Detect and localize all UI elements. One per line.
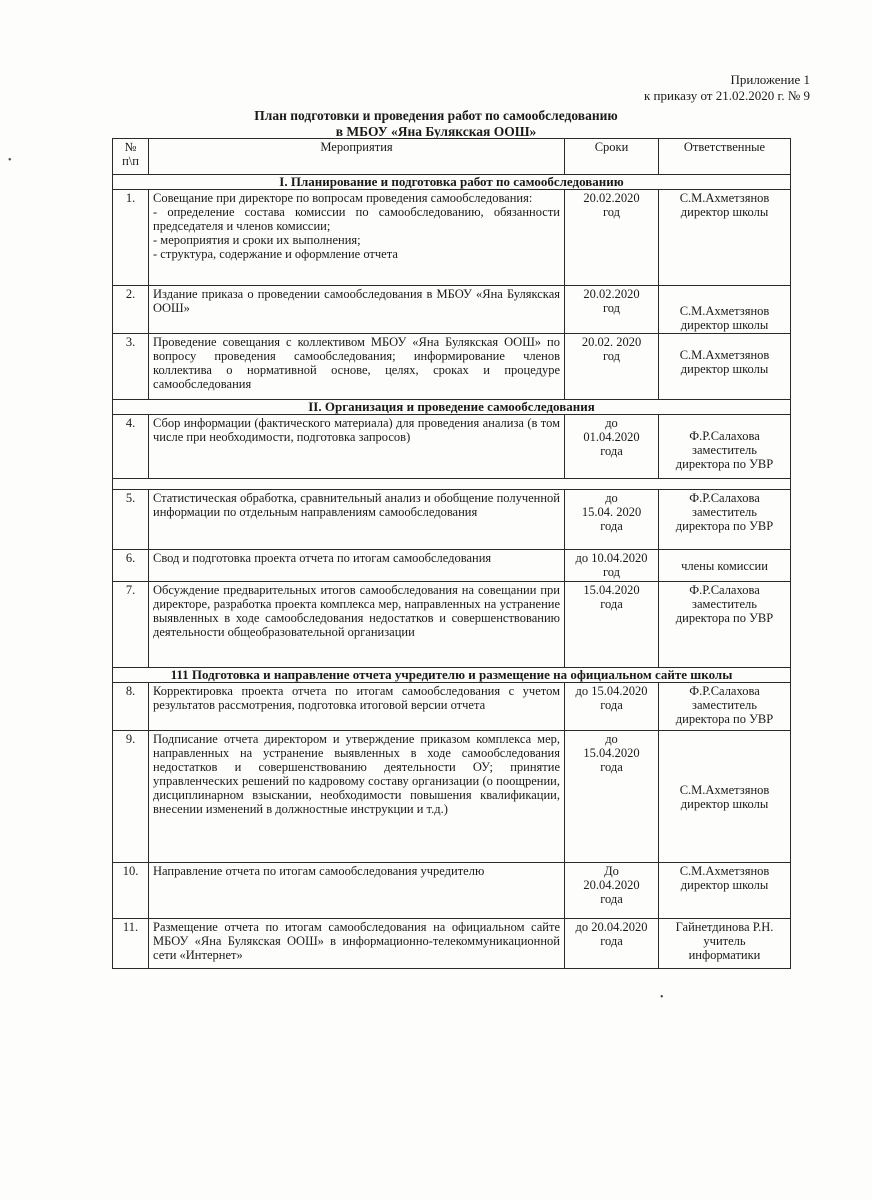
row-num: 5.: [113, 490, 149, 550]
action-line: Обсуждение предварительных итогов самообследования на совещании при директоре, разработка проекта комплекса мер, направленных на устранение выявленных в ходе самообследования недостатков и совершенствованию деятельности общеобразовательной организации: [153, 583, 560, 639]
responsible-name: Гайнетдинова Р.Н.: [675, 920, 774, 934]
table-row: [113, 286, 791, 334]
term-line: до: [605, 491, 618, 505]
term-line: 20.02.2020: [583, 287, 640, 301]
appendix-line-1: Приложение 1: [730, 72, 810, 87]
row-action: [149, 919, 565, 969]
plan-table: [112, 138, 791, 969]
responsible-position: директор школы: [680, 318, 769, 332]
term-line: год: [602, 301, 621, 315]
action-line: - структура, содержание и оформление отчета: [153, 247, 398, 261]
term-line: год: [602, 205, 621, 219]
action-line: Подписание отчета директором и утверждение приказом комплекса мер, направленных на устранение выявленных в ходе самообследования недостатков и совершенствованию деятельности ОУ; принятие управленческих решений по кадровому составу организации (о поощрении, дисциплинарном взыскании, необходимости повышения квалификации, внесении изменений в должностные инструкции и т.д.): [153, 732, 560, 816]
row-num: 7.: [113, 582, 149, 668]
responsible-name: члены комиссии: [681, 558, 768, 573]
responsible-name: Ф.Р.Салахова: [689, 583, 760, 597]
row-num: 2.: [113, 286, 149, 334]
term-line: 20.02.2020: [583, 191, 640, 205]
action-line: Свод и подготовка проекта отчета по итогам самообследования: [153, 551, 492, 565]
responsible-position: заместитель: [692, 698, 757, 712]
action-line: Направление отчета по итогам самообследования учредителю: [153, 864, 485, 878]
header-action: Мероприятия: [149, 139, 565, 175]
responsible-position: информатики: [688, 948, 761, 962]
table-row: [113, 190, 791, 286]
row-num: 10.: [113, 863, 149, 919]
row-responsible: [659, 286, 791, 334]
row-term: [565, 415, 659, 479]
row-num: 4.: [113, 415, 149, 479]
row-num: 6.: [113, 550, 149, 582]
row-responsible: [659, 190, 791, 286]
row-action: [149, 415, 565, 479]
scan-speck: •: [8, 155, 12, 166]
responsible-position: учитель: [703, 934, 746, 948]
table-row: [113, 415, 791, 479]
section-title: I. Планирование и подготовка работ по самообследованию: [113, 175, 791, 190]
term-line: 15.04. 2020: [581, 505, 642, 519]
row-action: [149, 582, 565, 668]
table-row: [113, 863, 791, 919]
term-line: года: [600, 519, 623, 533]
row-responsible: [659, 334, 791, 400]
row-num: 9.: [113, 731, 149, 863]
responsible-position: директора по УВР: [675, 519, 774, 533]
document-title: [0, 108, 872, 140]
row-responsible: [659, 863, 791, 919]
row-action: [149, 863, 565, 919]
responsible-name: С.М.Ахметзянов: [679, 191, 770, 205]
responsible-position: директор школы: [680, 796, 769, 811]
responsible-name: С.М.Ахметзянов: [679, 304, 770, 318]
appendix-line-2: к приказу от 21.02.2020 г. № 9: [643, 88, 810, 103]
responsible-position: заместитель: [692, 505, 757, 519]
row-action: [149, 334, 565, 400]
action-line: Размещение отчета по итогам самообследования на официальном сайте МБОУ «Яна Булякская ООШ» в информационно-телекоммуникационной сети «Интернет»: [153, 920, 560, 962]
title-line-2: в МБОУ «Яна Булякская ООШ»: [335, 124, 537, 139]
term-line: года: [600, 760, 623, 774]
term-line: года: [600, 444, 623, 458]
action-line: Корректировка проекта отчета по итогам самообследования с учетом результатов рассмотрения, подготовка итоговой версии отчета: [153, 684, 560, 712]
table-row: [113, 490, 791, 550]
action-line: Издание приказа о проведении самообследования в МБОУ «Яна Булякская ООШ»: [153, 287, 560, 315]
action-line: Совещание при директоре по вопросам проведения самообследования:: [153, 191, 533, 205]
header-num: № п\п: [113, 139, 149, 175]
section-title: II. Организация и проведение самообследования: [113, 400, 791, 415]
term-line: 20.04.2020: [583, 878, 640, 892]
section-row: [113, 400, 791, 415]
row-responsible: [659, 582, 791, 668]
row-action: [149, 550, 565, 582]
row-action: [149, 190, 565, 286]
term-line: 20.02. 2020: [581, 335, 642, 349]
term-line: до: [605, 416, 618, 430]
term-line: до 15.04.2020: [575, 684, 648, 698]
term-line: года: [600, 597, 623, 611]
row-term: [565, 190, 659, 286]
responsible-position: директора по УВР: [675, 611, 774, 625]
action-line: - мероприятия и сроки их выполнения;: [153, 233, 361, 247]
row-action: [149, 490, 565, 550]
row-responsible: [659, 550, 791, 582]
table-header-row: [113, 139, 791, 175]
term-line: года: [600, 892, 623, 906]
section-title: 111 Подготовка и направление отчета учредителю и размещение на официальном сайте школы: [113, 668, 791, 683]
responsible-position: директор школы: [680, 205, 769, 219]
row-term: [565, 334, 659, 400]
row-action: [149, 683, 565, 731]
term-line: год: [602, 349, 621, 363]
table-row: [113, 683, 791, 731]
header-responsible: Ответственные: [659, 139, 791, 175]
action-line: Статистическая обработка, сравнительный анализ и обобщение полученной информации по отдельным направлениям самообследования: [153, 491, 560, 519]
header-term: Сроки: [565, 139, 659, 175]
row-term: [565, 863, 659, 919]
responsible-name: Ф.Р.Салахова: [689, 429, 760, 443]
row-responsible: [659, 415, 791, 479]
appendix-note: [644, 72, 810, 104]
empty-row: [113, 479, 791, 490]
responsible-name: Ф.Р.Салахова: [689, 491, 760, 505]
row-action: [149, 731, 565, 863]
term-line: до 20.04.2020: [575, 920, 648, 934]
term-line: 15.04.2020: [583, 583, 640, 597]
section-row: [113, 175, 791, 190]
row-term: [565, 731, 659, 863]
row-responsible: [659, 683, 791, 731]
row-term: [565, 919, 659, 969]
term-line: 15.04.2020: [583, 746, 640, 760]
table-row: [113, 334, 791, 400]
action-line: Проведение совещания с коллективом МБОУ «Яна Булякская ООШ» по вопросу проведения самообследования; информирование членов коллектива о нормативной основе, целях, сроках и процедуре самообследования: [153, 335, 560, 391]
responsible-name: С.М.Ахметзянов: [679, 782, 770, 797]
table-row: [113, 731, 791, 863]
empty-cell: [113, 479, 791, 490]
row-num: 11.: [113, 919, 149, 969]
responsible-position: директора по УВР: [675, 712, 774, 726]
responsible-position: директор школы: [680, 362, 769, 376]
title-line-1: План подготовки и проведения работ по самообследованию: [254, 108, 618, 123]
responsible-position: заместитель: [692, 597, 757, 611]
responsible-position: заместитель: [692, 443, 757, 457]
term-line: года: [600, 698, 623, 712]
row-responsible: [659, 490, 791, 550]
term-line: 01.04.2020: [583, 430, 640, 444]
term-line: года: [600, 934, 623, 948]
term-line: год: [602, 565, 621, 579]
action-line: Сбор информации (фактического материала) для проведения анализа (в том числе при необходимости, подготовка запросов): [153, 416, 560, 444]
table-row: [113, 550, 791, 582]
scan-speck: •: [660, 992, 664, 1003]
row-num: 8.: [113, 683, 149, 731]
row-term: [565, 582, 659, 668]
row-num: 1.: [113, 190, 149, 286]
row-action: [149, 286, 565, 334]
responsible-position: директор школы: [680, 878, 769, 892]
table-row: [113, 919, 791, 969]
row-responsible: [659, 919, 791, 969]
responsible-name: Ф.Р.Салахова: [689, 684, 760, 698]
responsible-name: С.М.Ахметзянов: [679, 864, 770, 878]
row-term: [565, 286, 659, 334]
term-line: До: [604, 864, 619, 878]
table-row: [113, 582, 791, 668]
row-term: [565, 550, 659, 582]
responsible-position: директора по УВР: [675, 457, 774, 471]
action-line: - определение состава комиссии по самообследованию, обязанности председателя и членов комиссии;: [153, 205, 560, 233]
row-term: [565, 490, 659, 550]
responsible-name: С.М.Ахметзянов: [679, 348, 770, 362]
term-line: до 10.04.2020: [575, 551, 648, 565]
section-row: [113, 668, 791, 683]
row-num: 3.: [113, 334, 149, 400]
term-line: до: [605, 732, 618, 746]
row-responsible: [659, 731, 791, 863]
row-term: [565, 683, 659, 731]
